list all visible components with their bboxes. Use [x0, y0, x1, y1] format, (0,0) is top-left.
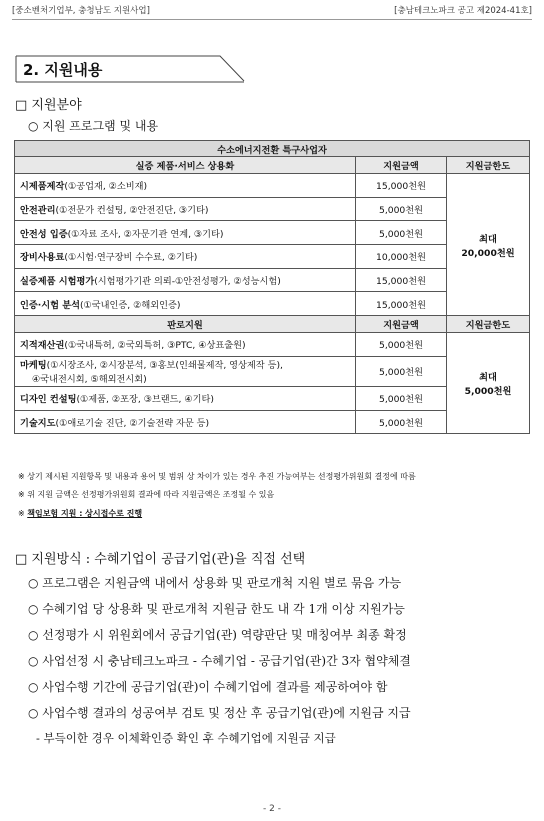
table-header-row [15, 157, 530, 174]
item-detail-cont: ④국내전시회, ⑤해외전시회) [32, 374, 147, 386]
item-detail: (①애로기술 진단, ②기술전략 자문 등) [55, 417, 210, 429]
note-1: ※ 상기 제시된 지원항목 및 내용과 용어 및 범위 상 차이가 있는 경우 추진 가능여부는 선정평가위원회 결정에 따름 [18, 472, 416, 481]
limit-cell [447, 333, 530, 434]
item-name: 지적재산권 [20, 340, 65, 352]
item-detail: (①전문가 컨설팅, ②안전진단, ③기타) [55, 205, 209, 217]
page-number: - 2 - [263, 804, 281, 814]
item-name: 장비사용료 [20, 252, 65, 264]
item-name: 시제품제작 [20, 181, 65, 193]
method-dash-item: - 부득이한 경우 이체확인증 확인 후 수혜기업에 지원금 지급 [36, 731, 336, 745]
method-item: ○ 프로그램은 지원금액 내에서 상용화 및 판로개척 지원 별로 묶음 가능 [28, 576, 402, 590]
item-detail: (①공업재, ②소비재) [64, 181, 148, 193]
item-detail: (①시험·연구장비 수수료, ②기타) [64, 252, 198, 264]
method-item: ○ 수혜기업 당 상용화 및 판로개척 지원금 한도 내 각 1개 이상 지원가능 [28, 602, 405, 616]
item-name: 디자인 컨설팅 [20, 394, 77, 406]
method-item: ○ 사업수행 기간에 공급기업(관)이 수혜기업에 결과를 제공하여야 함 [28, 680, 388, 694]
item-name: 안전관리 [20, 205, 56, 217]
table-title: 수소에너지전환 특구사업자 [15, 141, 530, 157]
limit-line2: 5,000천원 [464, 386, 512, 398]
item-name: 인증·시험 분석 [20, 299, 80, 311]
item-amount: 10,000천원 [356, 245, 447, 269]
note-3 [18, 508, 142, 519]
item-name: 기술지도 [20, 417, 56, 429]
item-amount: 5,000천원 [356, 410, 447, 434]
col-header-amount: 지원금액 [356, 157, 447, 174]
item-detail: (①시장조사, ②시장분석, ③홍보(인쇄물제작, 영상제작 등), [46, 360, 283, 372]
table-row [15, 333, 530, 357]
item-amount: 15,000천원 [356, 268, 447, 292]
note-2: ※ 위 지원 금액은 선정평가위원회 결과에 따라 지원금액은 조정될 수 있음 [18, 490, 275, 499]
col-header-amount: 지원금액 [356, 316, 447, 333]
header-divider [12, 19, 532, 20]
item-name: 안전성 입증 [20, 228, 68, 240]
item-detail: (시험평가기관 의뢰-①안전성평가, ②성능시험) [94, 276, 281, 288]
item-amount: 5,000천원 [356, 356, 447, 386]
section-title-box [15, 55, 240, 83]
item-detail: (①국내특허, ②국외특허, ③PTC, ④상표출원) [64, 340, 246, 352]
method-item: ○ 사업선정 시 충남테크노파크 - 수혜기업 - 공급기업(관)간 3자 협약체결 [28, 654, 411, 668]
method-item: ○ 사업수행 결과의 성공여부 검토 및 정산 후 공급기업(관)에 지원금 지급 [28, 706, 411, 720]
limit-line1: 최대 [479, 233, 497, 245]
item-detail: (①국내인증, ②해외인증) [79, 299, 181, 311]
section-title: 2. 지원내용 [23, 61, 103, 79]
col-header-limit: 지원금한도 [447, 316, 530, 333]
item-amount: 15,000천원 [356, 292, 447, 316]
item-detail: (①자료 조사, ②자문기관 연계, ③기타) [67, 228, 224, 240]
note-3-text: 책임보험 지원 : 상시접수로 진행 [27, 509, 143, 518]
method-item: ○ 선정평가 시 위원회에서 공급기업(관) 역량판단 및 매칭여부 최종 확정 [28, 628, 407, 642]
item-name: 실증제품 시험평가 [20, 276, 95, 288]
table-row [15, 174, 530, 198]
header-right: [충남테크노파크 공고 제2024-41호] [394, 6, 532, 16]
page-header [12, 4, 532, 18]
limit-cell [447, 174, 530, 316]
col-header-name: 판로지원 [15, 316, 356, 333]
item-detail: (①제품, ②포장, ③브랜드, ④기타) [76, 394, 214, 406]
item-amount: 15,000천원 [356, 174, 447, 198]
item-amount: 5,000천원 [356, 221, 447, 245]
support-area-heading: □ 지원분야 [15, 98, 82, 113]
limit-line2: 20,000천원 [461, 247, 515, 259]
note-3-prefix: ※ [18, 509, 28, 518]
item-amount: 5,000천원 [356, 197, 447, 221]
table-header-row [15, 316, 530, 333]
method-heading: □ 지원방식 : 수혜기업이 공급기업(관)을 직접 선택 [15, 552, 306, 567]
limit-line1: 최대 [479, 372, 497, 384]
support-area-sub: ○ 지원 프로그램 및 내용 [28, 119, 159, 133]
item-name: 마케팅 [20, 360, 47, 372]
support-program-table [14, 140, 530, 434]
table-title-row [15, 141, 530, 157]
item-amount: 5,000천원 [356, 333, 447, 357]
header-left: [중소벤처기업부, 충청남도 지원사업] [12, 6, 150, 16]
col-header-limit: 지원금한도 [447, 157, 530, 174]
item-amount: 5,000천원 [356, 386, 447, 410]
col-header-name: 실증 제품·서비스 상용화 [15, 157, 356, 174]
